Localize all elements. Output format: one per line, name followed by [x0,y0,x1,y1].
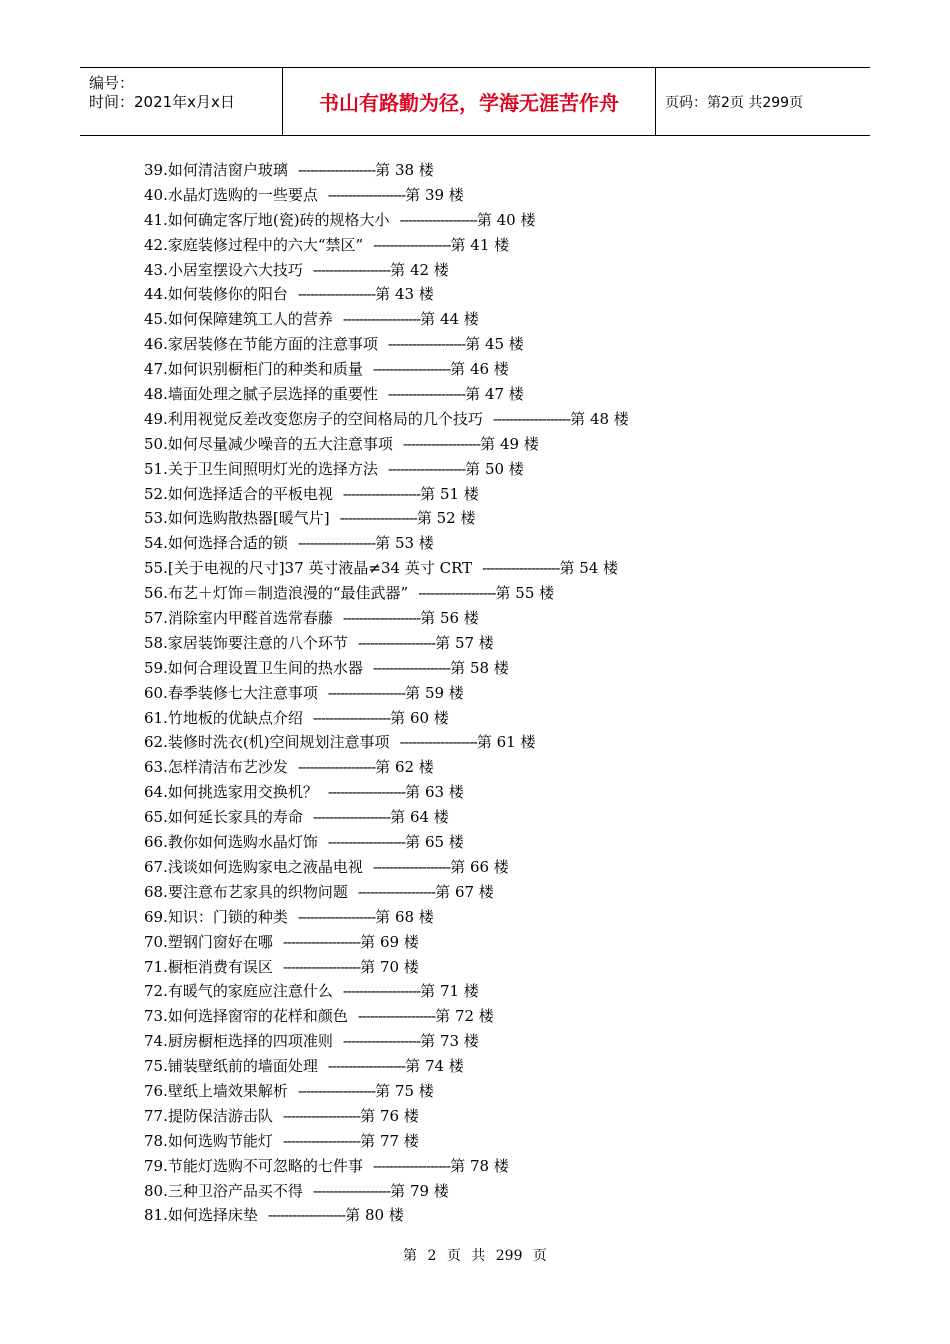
toc-entry-page: 第 46 楼 [450,360,509,379]
toc-entry-page: 第 39 楼 [405,185,464,204]
toc-entry-title: 53.如何选购散热器[暖气片] [144,509,330,528]
toc-entry-page: 第 53 楼 [375,534,434,553]
toc-leader: ------------------- [372,360,451,379]
toc-entry-title: 39.如何清洁窗户玻璃 [144,161,288,179]
toc-entry[interactable] [144,407,864,432]
toc-leader: ------------------- [297,285,376,304]
toc-entry[interactable] [144,357,864,382]
toc-leader: ------------------- [282,932,361,951]
toc-entry[interactable] [144,1129,864,1154]
toc-entry-title: 59.如何合理设置卫生间的热水器 [144,658,363,677]
toc-leader: ------------------- [418,584,496,603]
toc-entry[interactable] [144,581,864,606]
toc-entry[interactable] [144,805,864,830]
toc-entry-title: 45.如何保障建筑工人的营养 [144,310,333,329]
toc-entry[interactable] [144,631,864,656]
toc-leader: ------------------- [372,1156,451,1175]
toc-entry-title: 47.如何识别橱柜门的种类和质量 [144,360,363,379]
toc-leader: ------------------- [297,534,376,553]
toc-entry-page: 第 56 楼 [420,609,479,628]
toc-entry-page: 第 55 楼 [495,584,555,603]
toc-entry[interactable] [144,780,864,805]
toc-leader: ------------------- [339,509,417,528]
toc-entry-page: 第 65 楼 [405,833,464,852]
toc-leader: ------------------- [492,409,571,428]
toc-leader: ------------------- [342,982,421,1001]
header-meta [80,68,282,135]
toc-entry-title: 44.如何装修你的阳台 [144,285,288,304]
toc-leader: ------------------- [282,1131,361,1150]
toc-entry[interactable] [144,1104,864,1129]
toc-entry[interactable] [144,531,864,556]
toc-entry-page: 第 41 楼 [450,235,510,254]
toc-entry[interactable] [144,1154,864,1179]
table-of-contents [144,158,864,1228]
toc-entry[interactable] [144,158,864,183]
toc-leader: ------------------- [399,210,477,229]
toc-leader: ------------------- [297,758,376,777]
toc-entry-title: 60.春季装修七大注意事项 [144,683,318,702]
toc-leader: ------------------- [342,1032,421,1051]
toc-entry-title: 70.塑钢门窗好在哪 [144,932,273,951]
toc-leader: ------------------- [327,1057,406,1076]
toc-entry[interactable] [144,183,864,208]
toc-entry-page: 第 54 楼 [559,559,619,578]
toc-entry-title: 42.家庭装修过程中的六大“禁区” [144,235,364,254]
toc-entry-title: 48.墙面处理之腻子层选择的重要性 [144,385,378,404]
toc-leader: ------------------- [482,559,560,578]
toc-entry[interactable] [144,282,864,307]
toc-leader: ------------------- [327,683,406,702]
toc-entry-title: 75.铺装壁纸前的墙面处理 [144,1057,318,1076]
toc-leader: ------------------- [297,907,376,926]
header-page-info: 页码：第2页 共299页 [665,94,804,111]
page-header [80,67,870,136]
header-slogan: 书山有路勤为径，学海无涯苦作舟 [319,91,619,115]
toc-entry-page: 第 42 楼 [390,260,449,279]
toc-leader: ------------------- [327,833,406,852]
toc-entry-title: 76.壁纸上墙效果解析 [144,1081,288,1100]
toc-entry[interactable] [144,1054,864,1079]
toc-entry[interactable] [144,506,864,531]
toc-entry[interactable] [144,208,864,233]
toc-entry[interactable] [144,905,864,930]
toc-entry[interactable] [144,755,864,780]
toc-entry[interactable] [144,955,864,980]
toc-entry-title: 61.竹地板的优缺点介绍 [144,708,303,727]
toc-entry-title: 41.如何确定客厅地(瓷)砖的规格大小 [144,210,390,229]
toc-entry-page: 第 43 楼 [375,285,434,304]
toc-leader: ------------------- [373,235,451,254]
toc-entry[interactable] [144,482,864,507]
toc-entry[interactable] [144,1079,864,1104]
toc-entry-title: 79.节能灯选购不可忽略的七件事 [144,1156,363,1175]
toc-entry-title: 63.怎样清洁布艺沙发 [144,758,288,777]
toc-entry[interactable] [144,382,864,407]
toc-leader: ------------------- [342,484,421,503]
toc-entry-title: 71.橱柜消费有误区 [144,957,273,976]
toc-entry[interactable] [144,332,864,357]
toc-entry-title: 43.小居室摆设六大技巧 [144,260,303,279]
toc-entry-title: 51.关于卫生间照明灯光的选择方法 [144,459,378,478]
toc-entry-title: 40.水晶灯选购的一些要点 [144,185,318,204]
toc-entry-title: 65.如何延长家具的寿命 [144,808,303,827]
toc-leader: ------------------- [387,335,466,354]
toc-entry-page: 第 52 楼 [416,509,476,528]
toc-leader: ------------------- [282,957,361,976]
toc-entry-page: 第 68 楼 [375,907,434,926]
toc-entry-title: 62.装修时洗衣(机)空间规划注意事项 [144,733,390,752]
toc-entry[interactable] [144,457,864,482]
toc-entry[interactable] [144,1004,864,1029]
toc-entry-page: 第 59 楼 [405,683,464,702]
toc-entry-page: 第 45 楼 [465,335,524,354]
toc-entry-title: 58.家居装饰要注意的八个环节 [144,633,348,652]
toc-entry[interactable] [144,233,864,258]
toc-entry[interactable] [144,930,864,955]
toc-entry-page: 第 79 楼 [390,1181,449,1200]
toc-entry-title: 57.消除室内甲醛首选常春藤 [144,609,333,628]
time-label: 时间：2021年x月x日 [89,93,235,111]
toc-entry-title: 56.布艺＋灯饰＝制造浪漫的“最佳武器” [144,584,409,603]
toc-entry[interactable] [144,258,864,283]
toc-entry-page: 第 49 楼 [480,434,539,453]
toc-entry-page: 第 73 楼 [420,1032,479,1051]
page-footer: 第 2 页 共 299 页 [403,1248,547,1264]
toc-entry-page: 第 75 楼 [375,1081,434,1100]
toc-entry-page: 第 76 楼 [360,1106,419,1125]
toc-entry-page: 第 74 楼 [405,1057,464,1076]
toc-leader: ------------------- [357,1007,436,1026]
toc-entry-title: 72.有暖气的家庭应注意什么 [144,982,333,1001]
toc-leader: ------------------- [297,1081,376,1100]
number-label: 编号： [89,74,135,92]
toc-entry-page: 第 78 楼 [450,1156,509,1175]
toc-entry-page: 第 70 楼 [360,957,419,976]
toc-entry-title: 46.家居装修在节能方面的注意事项 [144,335,378,354]
toc-entry-page: 第 80 楼 [345,1206,404,1225]
toc-entry-title: 50.如何尽量减少噪音的五大注意事项 [144,434,393,453]
toc-leader: ------------------- [312,708,391,727]
toc-entry[interactable] [144,830,864,855]
toc-leader: ------------------- [387,459,466,478]
toc-entry-title: 81.如何选择床垫 [144,1206,258,1225]
toc-leader: ------------------- [399,733,477,752]
toc-entry[interactable] [144,1029,864,1054]
toc-leader: ------------------- [297,161,376,179]
toc-entry[interactable] [144,1203,864,1228]
toc-entry-title: 66.教你如何选购水晶灯饰 [144,833,318,852]
toc-leader: ------------------- [327,185,406,204]
toc-leader: ------------------- [312,1181,391,1200]
toc-entry[interactable] [144,706,864,731]
toc-entry[interactable] [144,855,864,880]
toc-entry-page: 第 67 楼 [435,882,494,901]
toc-entry-title: 64.如何挑选家用交换机？ [144,783,318,802]
toc-entry-title: 54.如何选择合适的锁 [144,534,288,553]
toc-entry-page: 第 58 楼 [450,658,509,677]
toc-entry-title: 69.知识：门锁的种类 [144,907,288,926]
toc-entry-page: 第 61 楼 [476,733,536,752]
toc-entry-title: 55.[关于电视的尺寸]37 英寸液晶≠34 英寸 CRT [144,559,473,578]
toc-entry-page: 第 50 楼 [465,459,524,478]
toc-leader: ------------------- [282,1106,361,1125]
toc-entry-title: 73.如何选择窗帘的花样和颜色 [144,1007,348,1026]
toc-entry[interactable] [144,606,864,631]
toc-entry-title: 74.厨房橱柜选择的四项准则 [144,1032,333,1051]
toc-leader: ------------------- [327,783,406,802]
toc-leader: ------------------- [372,658,451,677]
toc-entry-page: 第 47 楼 [465,385,524,404]
toc-leader: ------------------- [312,260,391,279]
toc-entry-title: 80.三种卫浴产品买不得 [144,1181,303,1200]
toc-entry-page: 第 57 楼 [435,633,494,652]
toc-entry-page: 第 48 楼 [570,409,629,428]
toc-entry-page: 第 40 楼 [476,210,536,229]
header-divider [655,68,656,135]
toc-entry[interactable] [144,979,864,1004]
toc-entry[interactable] [144,730,864,755]
toc-leader: ------------------- [357,633,436,652]
toc-entry-page: 第 69 楼 [360,932,419,951]
toc-entry-page: 第 62 楼 [375,758,434,777]
toc-entry-title: 67.浅谈如何选购家电之液晶电视 [144,857,363,876]
toc-entry-title: 49.利用视觉反差改变您房子的空间格局的几个技巧 [144,409,483,428]
toc-entry-page: 第 60 楼 [390,708,449,727]
toc-entry[interactable] [144,556,864,581]
toc-leader: ------------------- [342,310,421,329]
toc-entry-page: 第 51 楼 [420,484,479,503]
toc-leader: ------------------- [312,808,391,827]
toc-entry[interactable] [144,656,864,681]
toc-entry-title: 52.如何选择适合的平板电视 [144,484,333,503]
toc-entry[interactable] [144,432,864,457]
toc-entry[interactable] [144,1179,864,1204]
toc-entry-page: 第 44 楼 [420,310,479,329]
toc-entry-page: 第 63 楼 [405,783,464,802]
toc-leader: ------------------- [372,857,451,876]
toc-entry-title: 78.如何选购节能灯 [144,1131,273,1150]
toc-entry-title: 68.要注意布艺家具的织物问题 [144,882,348,901]
toc-leader: ------------------- [357,882,436,901]
toc-leader: ------------------- [387,385,466,404]
toc-leader: ------------------- [267,1206,346,1225]
toc-entry-page: 第 72 楼 [435,1007,494,1026]
toc-leader: ------------------- [342,609,421,628]
toc-entry-page: 第 66 楼 [450,857,509,876]
toc-entry[interactable] [144,307,864,332]
toc-entry-page: 第 64 楼 [390,808,449,827]
toc-leader: ------------------- [402,434,481,453]
toc-entry-page: 第 38 楼 [375,161,434,179]
toc-entry-title: 77.提防保洁游击队 [144,1106,273,1125]
toc-entry[interactable] [144,880,864,905]
toc-entry-page: 第 77 楼 [360,1131,419,1150]
toc-entry-page: 第 71 楼 [420,982,479,1001]
toc-entry[interactable] [144,681,864,706]
